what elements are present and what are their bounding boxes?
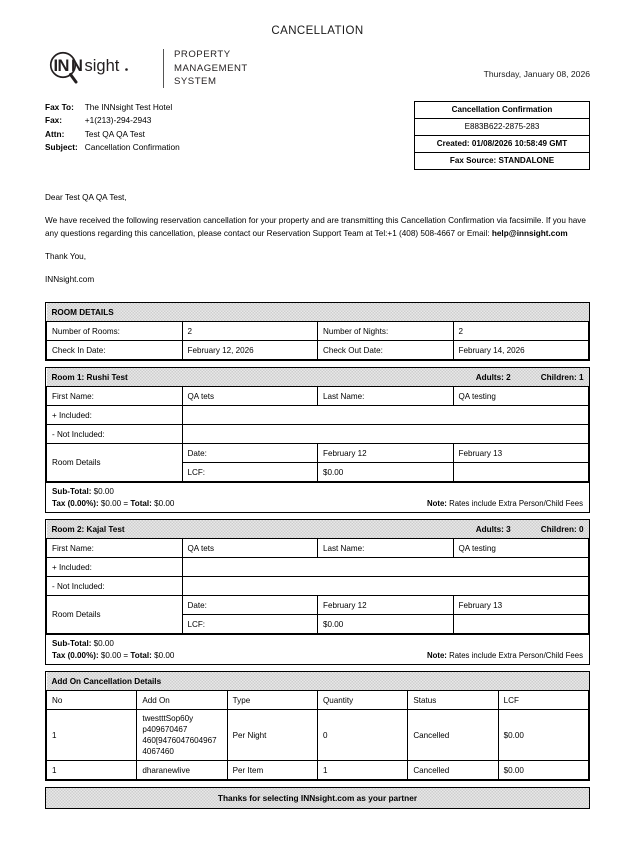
tax-equals: = [121, 498, 131, 508]
room-2-last-name: QA testing [453, 539, 589, 558]
room-block-1 [45, 367, 590, 513]
addon-row-2-lcf: $0.00 [498, 761, 588, 780]
addon-col-name: Add On [137, 691, 227, 710]
lcf-label: LCF: [182, 615, 318, 634]
room-1-adults: Adults: 2 [475, 372, 511, 382]
letter-signoff-1: Thank You, [45, 252, 86, 262]
room-2-title: Room 2: Kajal Test [51, 524, 125, 534]
addon-col-status: Status [408, 691, 498, 710]
room-2-totals-left [52, 638, 174, 661]
room-2-adults: Adults: 3 [475, 524, 511, 534]
addon-header-row [47, 672, 589, 691]
addon-row-1-quantity: 0 [317, 710, 407, 761]
table-row [47, 425, 589, 444]
check-out-label: Check Out Date: [318, 341, 454, 360]
number-of-rooms-label: Number of Rooms: [47, 322, 183, 341]
fax-to-value: The INNsight Test Hotel [84, 101, 173, 112]
svg-text:I: I [53, 57, 59, 76]
logo-tagline-line2: MANAGEMENT [174, 62, 248, 74]
confirmation-title: Cancellation Confirmation [415, 102, 589, 119]
svg-text:N: N [71, 57, 83, 76]
room-1-children: Children: 1 [540, 372, 584, 382]
addon-block [45, 671, 590, 781]
room-2-subtotal-line [52, 638, 174, 650]
last-name-label: Last Name: [318, 539, 454, 558]
confirmation-code: E883B622-2875-283 [415, 119, 589, 136]
room-2-totals [46, 634, 589, 664]
document-header [0, 37, 635, 89]
addon-row-1-no: 1 [47, 710, 137, 761]
table-row [47, 577, 589, 596]
addon-col-quantity: Quantity [317, 691, 407, 710]
room-details-sublabel: Room Details [47, 444, 183, 482]
check-out-value: February 14, 2026 [453, 341, 589, 360]
subject-row [45, 141, 180, 155]
room-2-lcf-1: $0.00 [318, 615, 454, 634]
addon-column-header-row [47, 691, 589, 710]
tax-label-a: Tax ( [52, 498, 71, 508]
note-text: Rates include Extra Person/Child Fees [446, 498, 583, 508]
room-details-header-row [47, 303, 589, 322]
date-label: Date: [182, 444, 318, 463]
table-row [47, 406, 589, 425]
room-1-lcf-1: $0.00 [318, 463, 454, 482]
fax-number-value: +1(213)-294-2943 [84, 115, 152, 126]
subtotal-label: Sub-Total: [52, 487, 92, 497]
fax-to-row [45, 101, 180, 115]
number-of-rooms-value: 2 [182, 322, 318, 341]
footer-banner: Thanks for selecting INNsight.com as your partner [45, 787, 590, 809]
room-1-note [427, 498, 583, 510]
lcf-label: LCF: [182, 463, 318, 482]
room-1-header [47, 368, 589, 387]
table-row [47, 444, 589, 463]
not-included-label: - Not Included: [47, 425, 183, 444]
not-included-label: - Not Included: [47, 577, 183, 596]
note-label: Note: [426, 498, 447, 508]
addon-row-2-name: dharanewlive [137, 761, 227, 780]
number-of-nights-value: 2 [453, 322, 589, 341]
addon-row-1-status: Cancelled [408, 710, 498, 761]
addon-row-1-type: Per Night [227, 710, 317, 761]
attn-label: Attn: [45, 128, 65, 139]
table-row [47, 322, 589, 341]
innsight-logo [45, 48, 248, 89]
room-header-row [47, 368, 589, 387]
logo-tagline-line1: PROPERTY [174, 49, 231, 60]
addon-row-2-type: Per Item [227, 761, 317, 780]
fax-number-row [45, 114, 180, 128]
room-1-total-value: $0.00 [154, 498, 175, 508]
room-2-tax-line [52, 650, 174, 662]
logo-tagline-line3: SYSTEM [174, 76, 217, 87]
tax-label-b: %): [86, 498, 99, 508]
addon-col-lcf: LCF [498, 691, 588, 710]
first-name-label: First Name: [47, 539, 183, 558]
addon-col-no: No [47, 691, 137, 710]
check-in-label: Check In Date: [47, 341, 183, 360]
tax-equals: = [121, 650, 131, 660]
addon-row-1-lcf: $0.00 [498, 710, 588, 761]
room-1-tax-line [52, 498, 174, 510]
confirmation-created: Created: 01/08/2026 10:58:49 GMT [415, 136, 589, 153]
fax-meta-row [0, 89, 635, 170]
room-1-title: Room 1: Rushi Test [51, 372, 128, 382]
tax-label-b: %): [86, 650, 99, 660]
room-2-not-included [182, 577, 589, 596]
room-1-lcf-2 [453, 463, 589, 482]
letter-salutation: Dear Test QA QA Test, [45, 192, 127, 202]
table-row [47, 710, 589, 761]
room-2-children: Children: 0 [540, 524, 584, 534]
letter-paragraph [45, 215, 590, 240]
room-1-tax-amount: $0.00 [100, 498, 122, 508]
included-label: + Included: [47, 406, 183, 425]
attn-row [45, 128, 180, 142]
room-2-header [47, 520, 589, 539]
note-label: Note: [426, 650, 447, 660]
room-block-2 [45, 519, 590, 665]
table-row [47, 596, 589, 615]
support-email: help@innsight.com [491, 228, 568, 238]
room-1-subtotal-value: $0.00 [93, 487, 114, 497]
total-label: Total: [130, 498, 152, 508]
table-row [47, 539, 589, 558]
note-text: Rates include Extra Person/Child Fees [446, 650, 583, 660]
check-in-value: February 12, 2026 [182, 341, 318, 360]
tax-label-a: Tax ( [52, 650, 71, 660]
room-1-first-name: QA tets [182, 387, 318, 406]
room-1-not-included [182, 425, 589, 444]
table-row [47, 387, 589, 406]
room-2-tax-amount: $0.00 [100, 650, 122, 660]
svg-text:N: N [57, 57, 70, 76]
room-1-included [182, 406, 589, 425]
fax-number-label: Fax: [45, 115, 63, 126]
room-1-date-1: February 12 [318, 444, 454, 463]
addon-row-1-name: twestttSop60y p409670467 460[9476047604967 4067460 [137, 710, 227, 761]
addon-col-type: Type [227, 691, 317, 710]
room-2-included [182, 558, 589, 577]
tables-region [0, 296, 635, 809]
subtotal-label: Sub-Total: [52, 639, 92, 649]
number-of-nights-label: Number of Nights: [318, 322, 454, 341]
letter-body [0, 170, 635, 287]
room-1-tax-percent: 0.00 [70, 498, 87, 508]
document-date: Thursday, January 08, 2026 [483, 69, 590, 79]
subject-value: Cancellation Confirmation [84, 142, 180, 153]
logo-divider [163, 49, 164, 88]
svg-text:sight: sight [84, 57, 120, 76]
letter-paragraph-text: We have received the following reservation cancellation for your property and are transmitting this Cancellation Confirmation via facsimile. If you have any questions regarding this cancellation, please contact our Reservation Support Team at Tel:+1 (408) 508-4667 or Email: [45, 216, 586, 238]
room-2-note [427, 650, 583, 662]
room-1-subtotal-line [52, 486, 174, 498]
room-details-header: ROOM DETAILS [47, 303, 589, 322]
room-header-row [47, 520, 589, 539]
subject-label: Subject: [45, 142, 78, 153]
confirmation-fax-source: Fax Source: STANDALONE [449, 155, 555, 165]
table-row [47, 761, 589, 780]
addon-row-2-quantity: 1 [317, 761, 407, 780]
innsight-logo-icon [45, 48, 153, 88]
logo-tagline [174, 48, 248, 89]
room-2-date-2: February 13 [453, 596, 589, 615]
room-details-block [45, 302, 590, 361]
room-1-last-name: QA testing [453, 387, 589, 406]
table-row [47, 341, 589, 360]
room-details-sublabel: Room Details [47, 596, 183, 634]
addon-row-2-no: 1 [47, 761, 137, 780]
total-label: Total: [130, 650, 152, 660]
included-label: + Included: [47, 558, 183, 577]
room-1-totals [46, 482, 589, 512]
fax-meta-block [45, 101, 180, 155]
last-name-label: Last Name: [318, 387, 454, 406]
room-2-lcf-2 [453, 615, 589, 634]
date-label: Date: [182, 596, 318, 615]
letter-signoff-2: INNsight.com [45, 274, 95, 284]
addon-row-2-status: Cancelled [408, 761, 498, 780]
confirmation-box [414, 101, 590, 170]
room-1-totals-left [52, 486, 174, 509]
first-name-label: First Name: [47, 387, 183, 406]
table-row [47, 558, 589, 577]
room-2-date-1: February 12 [318, 596, 454, 615]
fax-to-label: Fax To: [45, 101, 74, 112]
addon-header: Add On Cancellation Details [47, 672, 589, 691]
room-1-date-2: February 13 [453, 444, 589, 463]
page-title: CANCELLATION [271, 25, 364, 37]
attn-value: Test QA QA Test [84, 128, 145, 139]
room-2-subtotal-value: $0.00 [93, 639, 114, 649]
room-2-tax-percent: 0.00 [70, 650, 87, 660]
room-2-total-value: $0.00 [154, 650, 175, 660]
room-2-first-name: QA tets [182, 539, 318, 558]
